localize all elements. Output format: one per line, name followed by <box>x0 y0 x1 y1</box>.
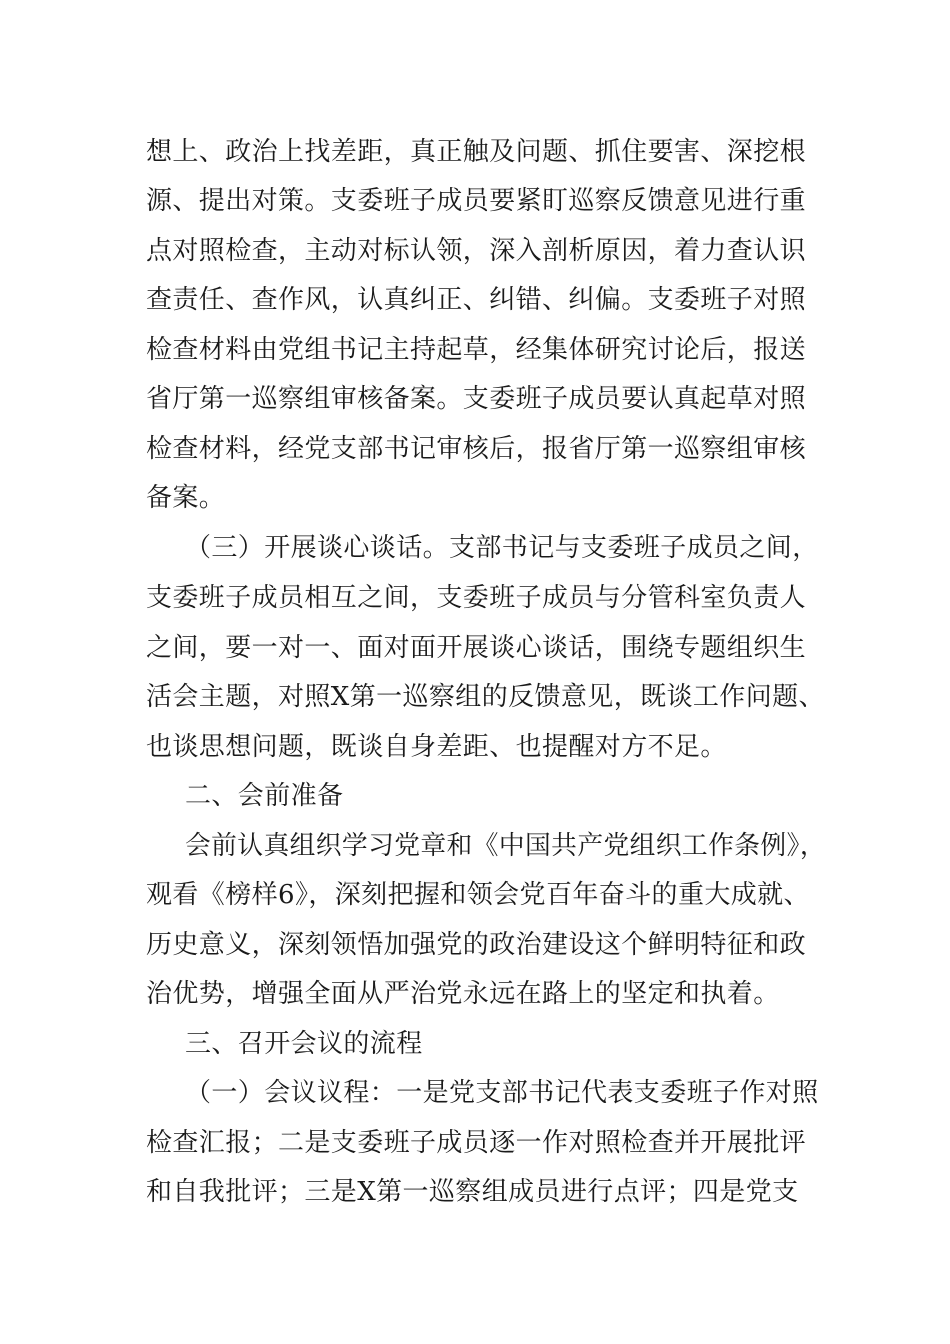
text-line: 源、提出对策。支委班子成员要紧盯巡察反馈意见进行重 <box>146 186 807 216</box>
paragraph-heading-talks: （三）开展谈心谈话。支部书记与支委班子成员之间， <box>185 533 819 563</box>
text-line: 省厅第一巡察组审核备案。支委班子成员要认真起草对照 <box>146 384 807 414</box>
text-line: 历史意义，深刻领悟加强党的政治建设这个鲜明特征和政 <box>146 930 807 960</box>
text-line: 查责任、查作风，认真纠正、纠错、纠偏。支委班子对照 <box>146 285 807 315</box>
text-line: 之间，要一对一、面对面开展谈心谈话，围绕专题组织生 <box>146 633 807 663</box>
text-line: 观看《榜样6》，深刻把握和领会党百年奋斗的重大成就、 <box>146 880 810 910</box>
text-line: 检查汇报；二是支委班子成员逐一作对照检查并开展批评 <box>146 1128 807 1158</box>
text-line: 点对照检查，主动对标认领，深入剖析原因，着力查认识 <box>146 236 807 266</box>
text-line: 也谈思想问题，既谈自身差距、也提醒对方不足。 <box>146 732 727 762</box>
text-line: 活会主题，对照X第一巡察组的反馈意见，既谈工作问题、 <box>146 682 825 712</box>
text-line: 治优势，增强全面从严治党永远在路上的坚定和执着。 <box>146 979 780 1009</box>
text-line: 和自我批评；三是X第一巡察组成员进行点评；四是党支 <box>146 1177 799 1207</box>
text-line: 备案。 <box>146 483 226 513</box>
text-line: 支委班子成员相互之间，支委班子成员与分管科室负责人 <box>146 583 807 613</box>
paragraph-heading-agenda: （一）会议议程：一是党支部书记代表支委班子作对照 <box>185 1078 819 1108</box>
text-line: 检查材料由党组书记主持起草，经集体研究讨论后，报送 <box>146 335 807 365</box>
section-heading-preparation: 二、会前准备 <box>185 781 344 811</box>
text-line: 想上、政治上找差距，真正触及问题、抓住要害、深挖根 <box>146 137 807 167</box>
text-line: 会前认真组织学习党章和《中国共产党组织工作条例》， <box>185 831 826 861</box>
section-heading-process: 三、召开会议的流程 <box>185 1029 423 1059</box>
text-line: 检查材料，经党支部书记审核后，报省厅第一巡察组审核 <box>146 434 807 464</box>
